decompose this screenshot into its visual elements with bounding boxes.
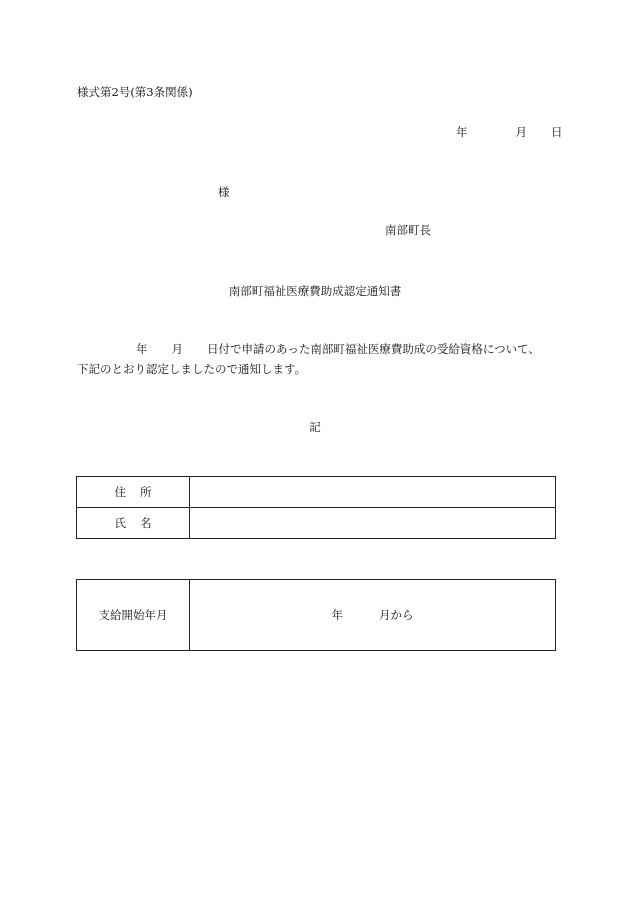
- name-value: [190, 508, 556, 539]
- body-line-2: 下記のとおり認定しましたので通知します。: [77, 362, 307, 376]
- applicant-table: [76, 476, 556, 539]
- document-title: 南部町福祉医療費助成認定通知書: [228, 284, 402, 298]
- body-text: [77, 339, 557, 379]
- date-day: 日: [551, 125, 563, 139]
- ki-heading: 記: [309, 420, 321, 434]
- addressee-suffix: 様: [218, 185, 230, 199]
- start-date-table: [76, 579, 556, 651]
- table-row-start-date: [77, 580, 556, 651]
- start-date-label: 支給開始年月: [77, 580, 190, 651]
- start-date-value: 年 月から: [190, 580, 556, 651]
- table-row-address: [77, 477, 556, 508]
- form-number: 様式第2号(第3条関係): [77, 85, 193, 99]
- address-value: [190, 477, 556, 508]
- body-line1-rest: 日付で申請のあった南部町福祉医療費助成の受給資格について、: [207, 342, 540, 356]
- name-label: 氏 名: [77, 508, 190, 539]
- body-month: 月: [171, 342, 183, 356]
- body-year: 年: [136, 342, 148, 356]
- date-line: [456, 124, 563, 140]
- sender-name: 南部町長: [385, 223, 431, 237]
- table-row-name: [77, 508, 556, 539]
- date-year: 年: [456, 125, 468, 139]
- address-label: 住 所: [77, 477, 190, 508]
- body-line-1: [77, 339, 557, 359]
- date-month: 月: [515, 125, 527, 139]
